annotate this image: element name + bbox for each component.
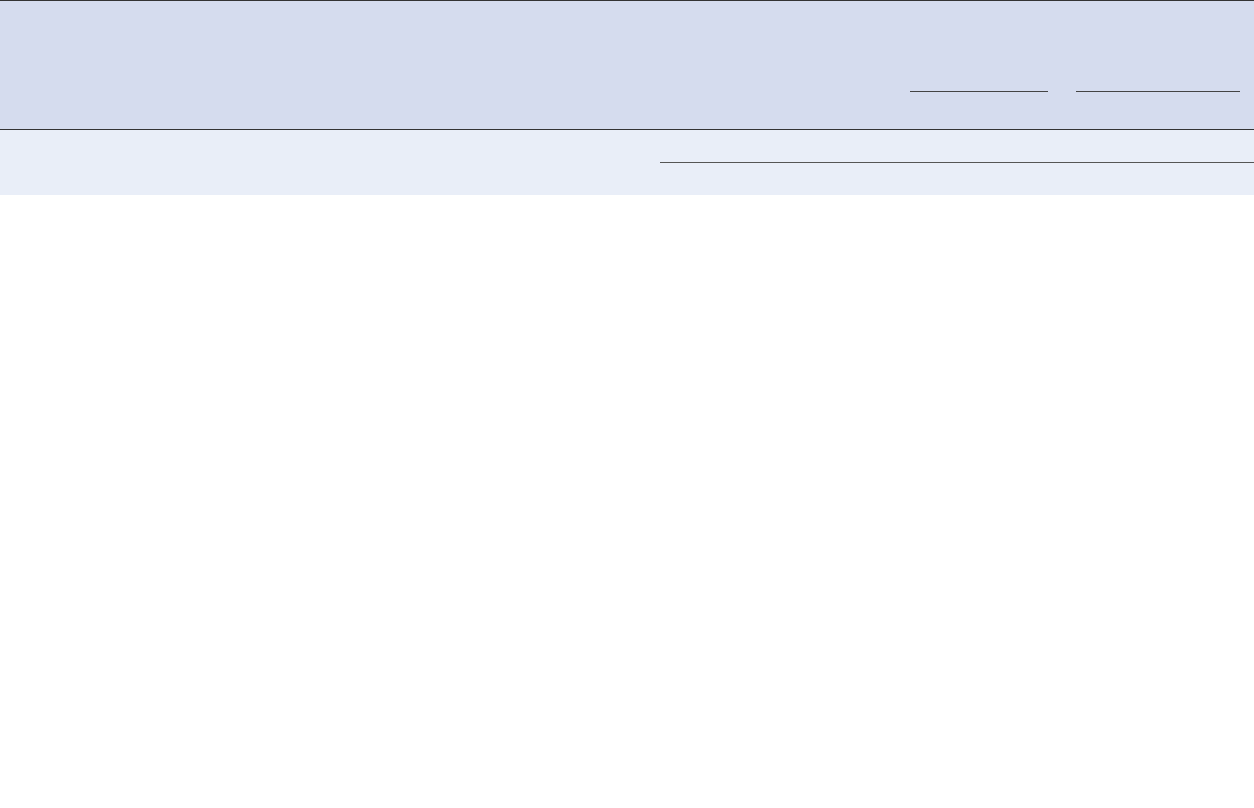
gk-mean-cell <box>896 162 1008 194</box>
general-knowledge-underline <box>910 91 1048 92</box>
specialist-knowledge-underline <box>1076 91 1240 92</box>
group-cell <box>480 162 660 194</box>
general-knowledge-header <box>896 1 1062 93</box>
table-row <box>0 130 1254 163</box>
variables-header <box>0 92 896 130</box>
variable-cell <box>0 162 480 194</box>
gk-mean-cell <box>896 130 1008 163</box>
specialist-knowledge-header <box>1062 1 1254 93</box>
variable-cell <box>0 130 480 163</box>
sk-sd-header <box>1184 92 1254 130</box>
sk-sd-cell <box>1184 162 1254 194</box>
gk-mean-header <box>896 92 1008 130</box>
gk-sd-cell <box>1008 162 1062 194</box>
gk-sd-cell <box>1008 130 1062 163</box>
table-body <box>0 130 1254 195</box>
category-cell <box>660 130 896 163</box>
header-spacer <box>0 1 896 93</box>
knowledge-results-table <box>0 0 1254 195</box>
sk-mean-cell <box>1062 162 1184 194</box>
sk-mean-header <box>1062 92 1184 130</box>
category-cell <box>660 162 896 194</box>
table-header <box>0 1 1254 130</box>
gk-sd-header <box>1008 92 1062 130</box>
table-row <box>0 162 1254 194</box>
sk-mean-cell <box>1062 130 1184 163</box>
group-cell <box>480 130 660 163</box>
sk-sd-cell <box>1184 130 1254 163</box>
